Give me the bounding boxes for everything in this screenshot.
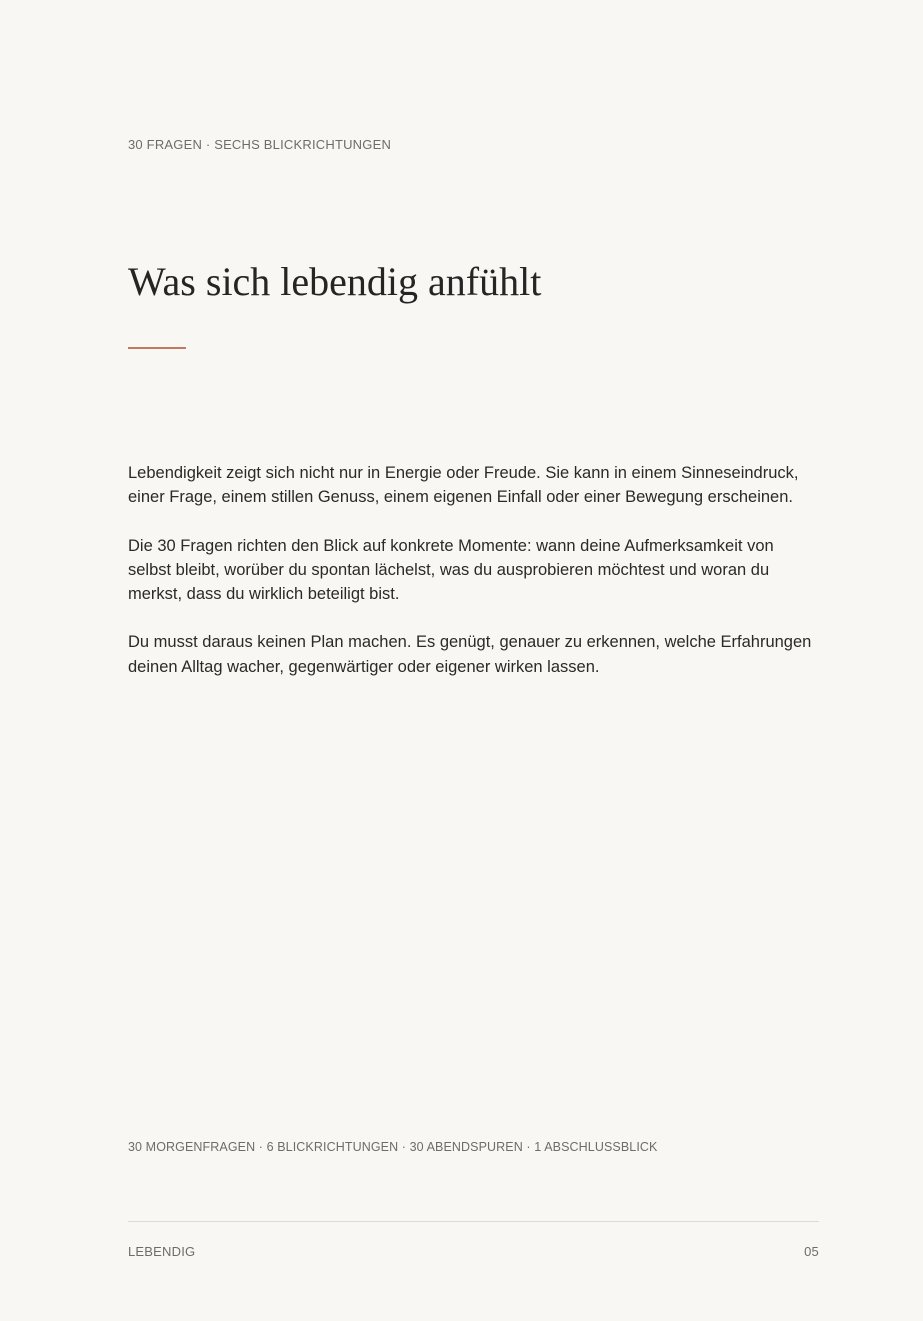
paragraph: Lebendigkeit zeigt sich nicht nur in Energie oder Freude. Sie kann in einem Sinneseindruck, einer Frage, einem stillen Genuss, einem eigenen Einfall oder einer Bewegung erscheinen. xyxy=(128,464,799,507)
paragraph: Du musst daraus keinen Plan machen. Es genügt, genauer zu erkennen, welche Erfahrungen deinen Alltag wacher, gegenwärtiger oder eigener wirken lassen. xyxy=(128,633,812,676)
page-number: 05 xyxy=(804,1244,819,1259)
summary-line: 30 MORGENFRAGEN · 6 BLICKRICHTUNGEN · 30 ABENDSPUREN · 1 ABSCHLUSSBLICK xyxy=(128,1140,658,1154)
footer-divider xyxy=(128,1221,819,1222)
body-text xyxy=(128,461,818,703)
eyebrow-label: 30 FRAGEN · SECHS BLICKRICHTUNGEN xyxy=(128,137,392,152)
page-title: Was sich lebendig anfühlt xyxy=(128,259,542,304)
accent-divider xyxy=(128,347,186,349)
paragraph: Die 30 Fragen richten den Blick auf konkrete Momente: wann deine Aufmerksamkeit von selbst bleibt, worüber du spontan lächelst, was du ausprobieren möchtest und woran du merkst, dass du wirklich beteiligt bist. xyxy=(128,536,774,604)
footer-section-label: LEBENDIG xyxy=(128,1244,196,1259)
